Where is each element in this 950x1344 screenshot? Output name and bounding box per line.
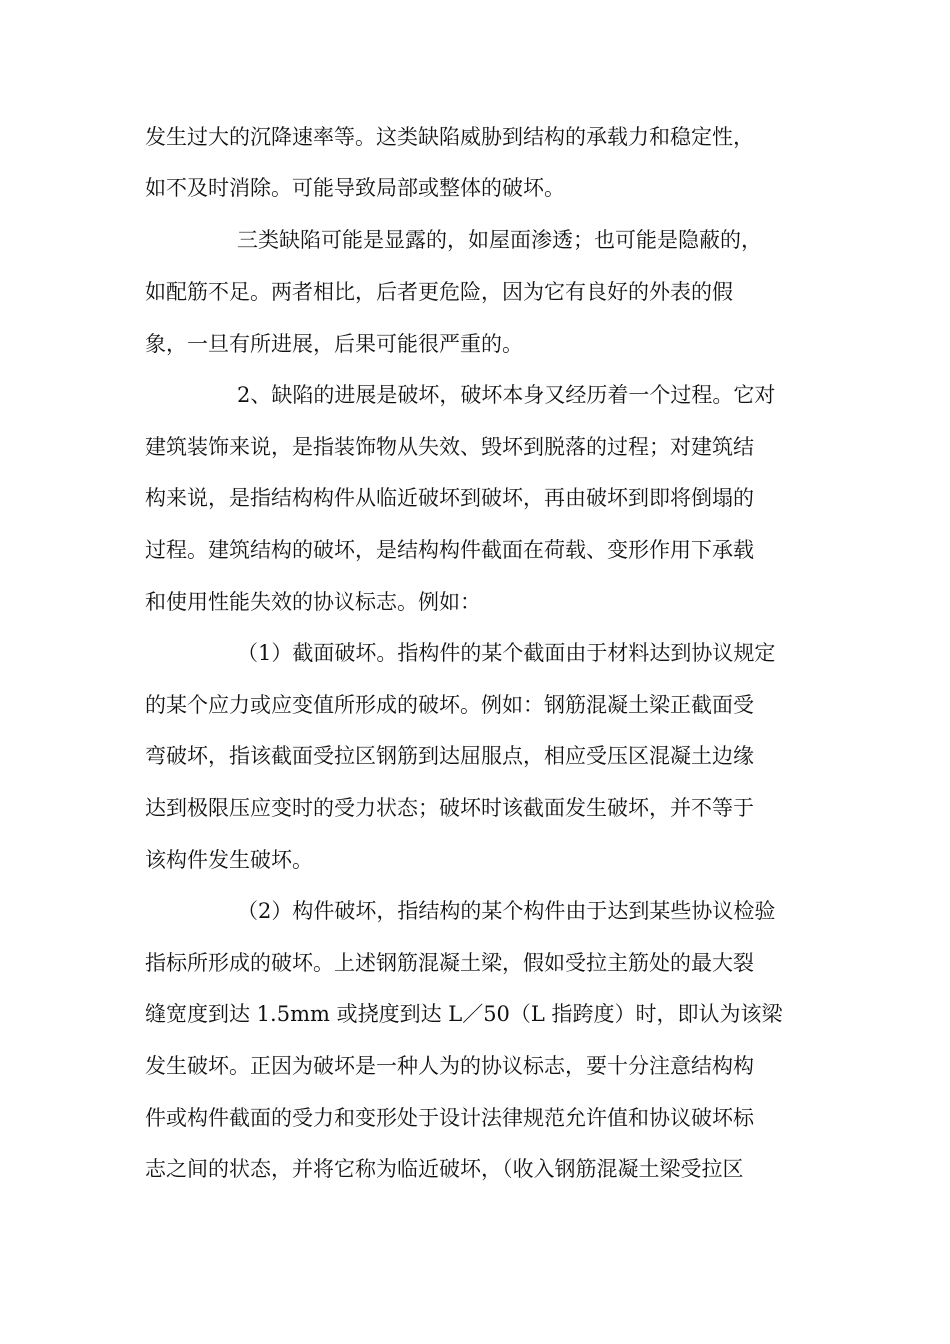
text-line: 件或构件截面的受力和变形处于设计法律规范允许值和协议破坏标 — [145, 1106, 754, 1130]
text-line: 象，一旦有所进展，后果可能很严重的。 — [145, 332, 523, 356]
text-line: 志之间的状态，并将它称为临近破坏，（收入钢筋混凝土梁受拉区 — [145, 1157, 744, 1181]
text-line: 的某个应力或应变值所形成的破坏。例如：钢筋混凝土梁正截面受 — [145, 693, 754, 717]
text-line: 建筑装饰来说，是指装饰物从失效、毁坏到脱落的过程；对建筑结 — [145, 435, 754, 459]
text-line: 发生过大的沉降速率等。这类缺陷威胁到结构的承载力和稳定性， — [145, 125, 754, 149]
text-line: 如配筋不足。两者相比，后者更危险，因为它有良好的外表的假 — [145, 280, 733, 304]
text-line: 发生破坏。正因为破坏是一种人为的协议标志，要十分注意结构构 — [145, 1054, 754, 1078]
text-line: 弯破坏，指该截面受拉区钢筋到达屈服点，相应受压区混凝土边缘 — [145, 744, 754, 768]
text-line: 缝宽度到达 1.5mm 或挠度到达 L／50（L 指跨度）时，即认为该梁 — [145, 1002, 783, 1026]
text-line: 如不及时消除。可能导致局部或整体的破坏。 — [145, 176, 565, 200]
text-line: 2、缺陷的进展是破坏，破坏本身又经历着一个过程。它对 — [237, 383, 776, 407]
text-line: 构来说，是指结构构件从临近破坏到破坏，再由破坏到即将倒塌的 — [145, 486, 754, 510]
text-line: （1）截面破坏。指构件的某个截面由于材料达到协议规定 — [237, 641, 776, 665]
text-line: 过程。建筑结构的破坏，是结构构件截面在荷载、变形作用下承载 — [145, 538, 754, 562]
text-line: 三类缺陷可能是显露的，如屋面渗透；也可能是隐蔽的， — [237, 228, 762, 252]
text-line: 达到极限压应变时的受力状态；破坏时该截面发生破坏，并不等于 — [145, 796, 754, 820]
text-line: 该构件发生破坏。 — [145, 848, 313, 872]
text-line: 和使用性能失效的协议标志。例如： — [145, 590, 481, 614]
text-line: （2）构件破坏，指结构的某个构件由于达到某些协议检验 — [237, 899, 776, 923]
text-line: 指标所形成的破坏。上述钢筋混凝土梁，假如受拉主筋处的最大裂 — [145, 951, 754, 975]
